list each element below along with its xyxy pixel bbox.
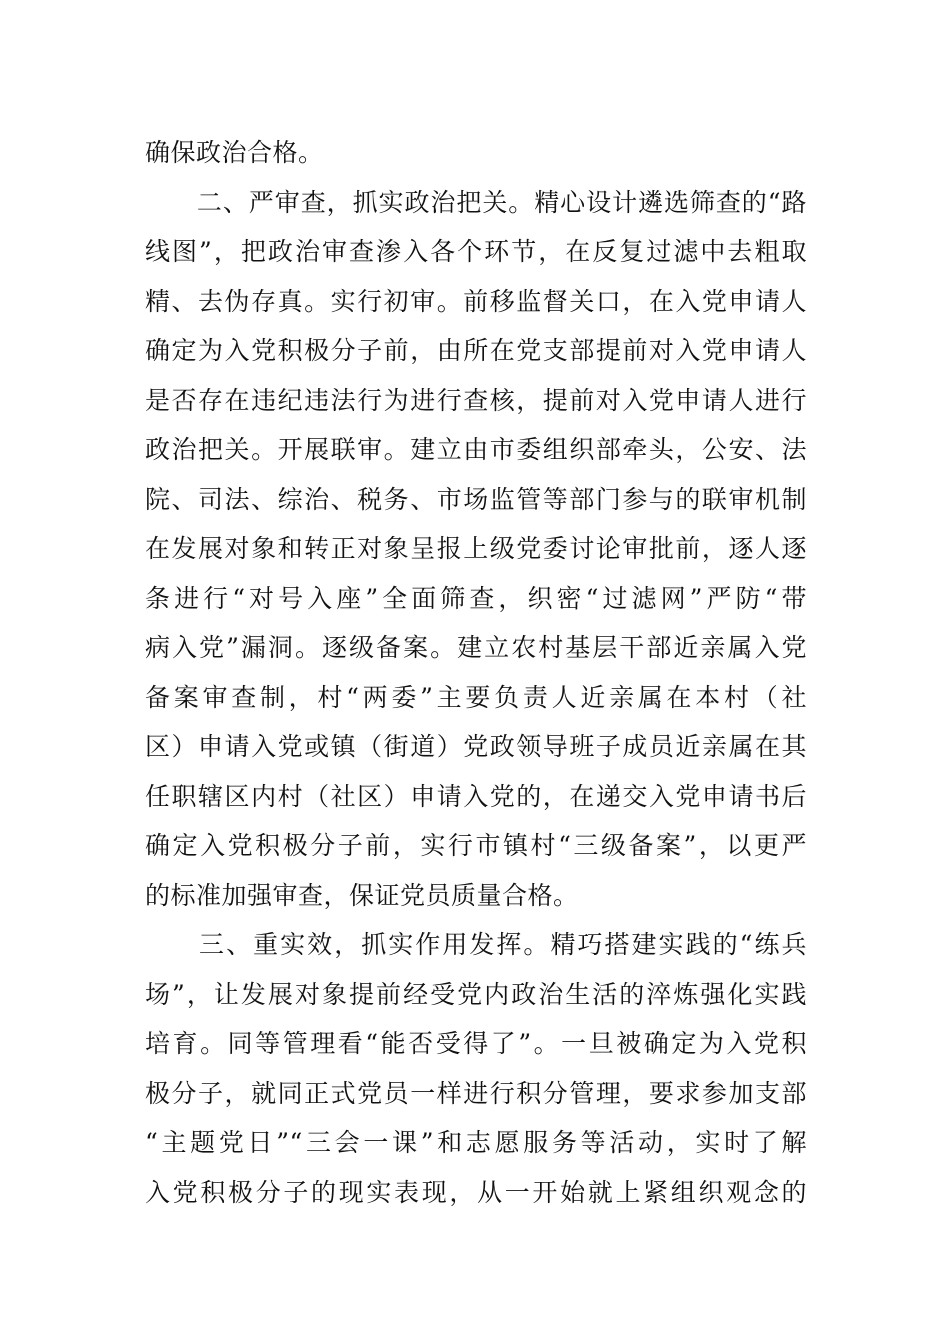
text-line: 是否存在违纪违法行为进行查核，提前对入党申请人进行 [145,385,807,415]
text-line: 的标准加强审查，保证党员质量合格。 [145,880,579,910]
text-line: 确定入党积极分子前，实行市镇村“三级备案”，以更严 [145,831,807,860]
document-body [145,128,807,1217]
text-line: 入党积极分子的现实表现，从一开始就上紧组织观念的 [145,1177,807,1207]
text-line: 在发展对象和转正对象呈报上级党委讨论审批前，逐人逐 [145,534,807,563]
text-line: 线图”，把政治审查渗入各个环节，在反复过滤中去粗取 [145,237,807,266]
text-line: 病入党”漏洞。逐级备案。建立农村基层干部近亲属入党 [145,633,807,662]
text-line: 场”，让发展对象提前经受党内政治生活的淬炼强化实践 [145,979,807,1009]
text-line: 培育。同等管理看“能否受得了”。一旦被确定为入党积 [145,1029,807,1058]
text-line: 三、重实效，抓实作用发挥。精巧搭建实践的“练兵 [145,930,807,959]
text-line: 条进行“对号入座”全面筛查，织密“过滤网”严防“带 [145,583,807,613]
text-line: 极分子，就同正式党员一样进行积分管理，要求参加支部 [145,1078,807,1108]
text-line: 精、去伪存真。实行初审。前移监督关口，在入党申请人 [145,286,807,316]
text-line: 政治把关。开展联审。建立由市委组织部牵头，公安、法 [145,435,807,464]
text-line: 任职辖区内村（社区）申请入党的，在递交入党申请书后 [145,781,807,811]
text-line: 确保政治合格。 [145,138,324,167]
text-line: 二、严审查，抓实政治把关。精心设计遴选筛查的“路 [145,187,807,217]
text-line: 备案审查制，村“两委”主要负责人近亲属在本村（社 [145,682,807,712]
text-line: 确定为入党积极分子前，由所在党支部提前对入党申请人 [145,336,807,365]
text-line: 院、司法、综治、税务、市场监管等部门参与的联审机制 [145,484,807,514]
text-line: “主题党日”“三会一课”和志愿服务等活动，实时了解 [145,1128,807,1157]
text-line: 区）申请入党或镇（街道）党政领导班子成员近亲属在其 [145,732,807,761]
